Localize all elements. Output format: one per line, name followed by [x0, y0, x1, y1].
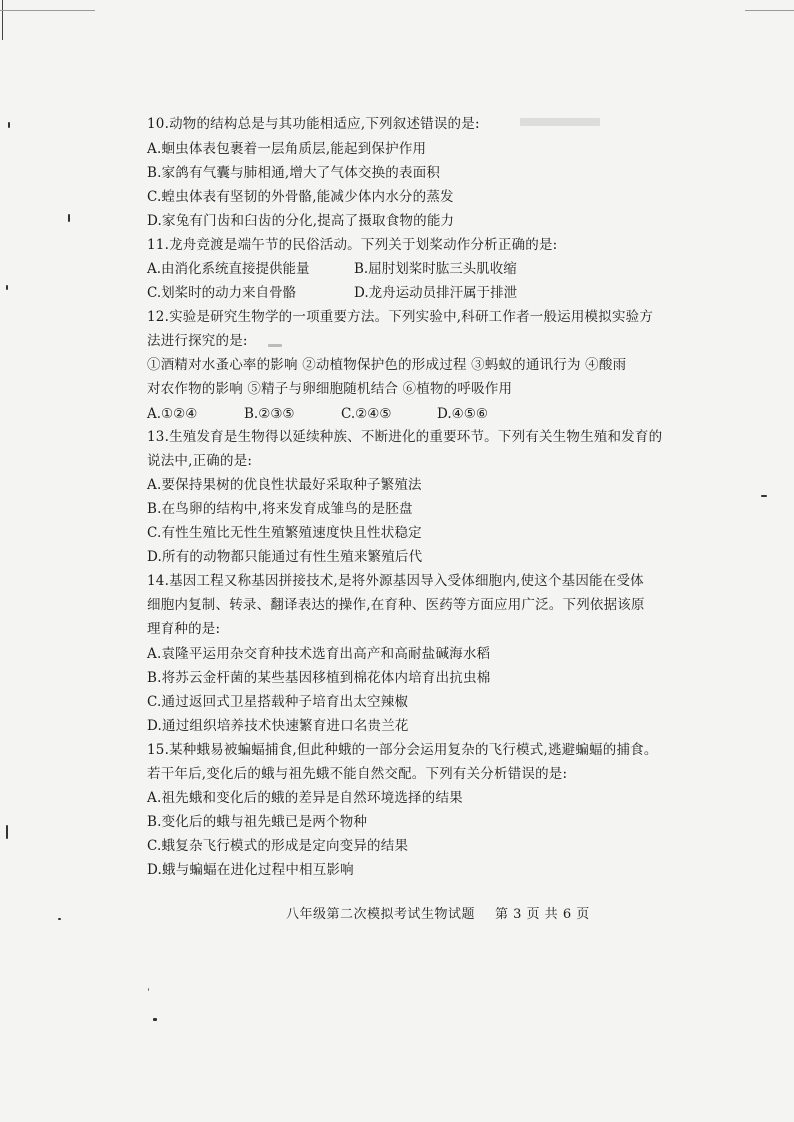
q13-option-a: A.要保持果树的优良性状最好采取种子繁殖法 — [147, 477, 422, 493]
q13-option-b: B.在鸟卵的结构中,将来发育成雏鸟的是胚盘 — [147, 501, 413, 517]
scan-speck — [6, 285, 8, 290]
scan-speck — [153, 1018, 157, 1021]
footer-page-number: 第 3 页 共 6 页 — [495, 907, 590, 922]
q12-items-line-1: ①酒精对水蚤心率的影响 ②动植物保护色的形成过程 ③蚂蚁的通讯行为 ④酸雨 — [147, 357, 627, 373]
q11-option-d: D.龙舟运动员排汗属于排泄 — [354, 285, 518, 301]
q12-option-d: D.④⑤⑥ — [437, 406, 488, 422]
q13-option-c: C.有性生殖比无性生殖繁殖速度快且性状稳定 — [147, 525, 422, 541]
scan-speck — [68, 214, 70, 222]
q14-stem-line-2: 细胞内复制、转录、翻译表达的操作,在育种、医药等方面应用广泛。下列依据该原 — [147, 597, 645, 613]
scan-speck — [761, 495, 767, 497]
q14-option-c: C.通过返回式卫星搭载种子培育出太空辣椒 — [147, 694, 409, 710]
q15-option-b: B.变化后的蛾与祖先蛾已是两个物种 — [147, 814, 368, 830]
q10-stem: 10.动物的结构总是与其功能相适应,下列叙述错误的是: — [147, 116, 480, 132]
scan-edge-mark — [0, 10, 95, 11]
q15-stem-line-2: 若干年后,变化后的蛾与祖先蛾不能自然交配。下列有关分析错误的是: — [147, 766, 568, 782]
q15-option-a: A.祖先蛾和变化后的蛾的差异是自然环境选择的结果 — [147, 790, 463, 806]
scan-speck — [58, 918, 61, 920]
q11-option-a: A.由消化系统直接提供能量 — [147, 261, 310, 277]
q11-option-b: B.屈肘划桨时肱三头肌收缩 — [354, 261, 517, 277]
q12-items-line-2: 对农作物的影响 ⑤精子与卵细胞随机结合 ⑥植物的呼吸作用 — [147, 381, 513, 397]
q14-option-d: D.通过组织培养技术快速繁育进口名贵兰花 — [147, 718, 409, 734]
q14-stem-line-1: 14.基因工程又称基因拼接技术,是将外源基因导入受体细胞内,使这个基因能在受体 — [147, 573, 644, 589]
q12-stem-line-2: 法进行探究的是: — [147, 333, 248, 349]
q13-stem-line-2: 说法中,正确的是: — [147, 453, 253, 469]
q14-option-b: B.将苏云金杆菌的某些基因移植到棉花体内培育出抗虫棉 — [147, 670, 491, 686]
q11-stem: 11.龙舟竞渡是端午节的民俗活动。下列关于划桨动作分析正确的是: — [147, 237, 558, 253]
scan-speck — [8, 122, 10, 128]
q10-option-a: A.蛔虫体表包裹着一层角质层,能起到保护作用 — [147, 141, 427, 157]
q11-option-c: C.划桨时的动力来自骨骼 — [147, 285, 297, 301]
scan-smudge — [520, 118, 600, 126]
q14-stem-line-3: 理育种的是: — [147, 621, 221, 637]
q13-option-d: D.所有的动物都只能通过有性生殖来繁殖后代 — [147, 549, 423, 565]
q15-option-c: C.蛾复杂飞行模式的形成是定向变异的结果 — [147, 838, 409, 854]
q15-stem-line-1: 15.某种蛾易被蝙蝠捕食,但此种蛾的一部分会运用复杂的飞行模式,逃避蝙蝠的捕食。 — [147, 742, 658, 758]
q14-option-a: A.袁隆平运用杂交育种技术选育出高产和高耐盐碱海水稻 — [147, 646, 491, 662]
q10-option-c: C.蝗虫体表有坚韧的外骨骼,能减少体内水分的蒸发 — [147, 189, 454, 205]
scan-edge-mark — [2, 0, 3, 40]
q10-option-b: B.家鸽有气囊与肺相通,增大了气体交换的表面积 — [147, 165, 441, 181]
scan-speck — [148, 988, 149, 991]
page-footer — [286, 903, 590, 922]
q15-option-d: D.蛾与蝙蝠在进化过程中相互影响 — [147, 862, 354, 878]
q10-option-d: D.家兔有门齿和臼齿的分化,提高了摄取食物的能力 — [147, 213, 455, 229]
scan-smudge — [268, 344, 282, 347]
scan-speck — [6, 825, 8, 839]
q12-stem-line-1: 12.实验是研究生物学的一项重要方法。下列实验中,科研工作者一般运用模拟实验方 — [147, 309, 654, 325]
q12-option-c: C.②④⑤ — [341, 406, 392, 422]
q12-option-a: A.①②④ — [147, 406, 198, 422]
scan-edge-mark — [745, 10, 794, 11]
q13-stem-line-1: 13.生殖发育是生物得以延续种族、不断进化的重要环节。下列有关生物生殖和发育的 — [147, 429, 663, 445]
footer-exam-title: 八年级第二次模拟考试生物试题 — [286, 907, 476, 922]
q12-option-b: B.②③⑤ — [244, 406, 295, 422]
